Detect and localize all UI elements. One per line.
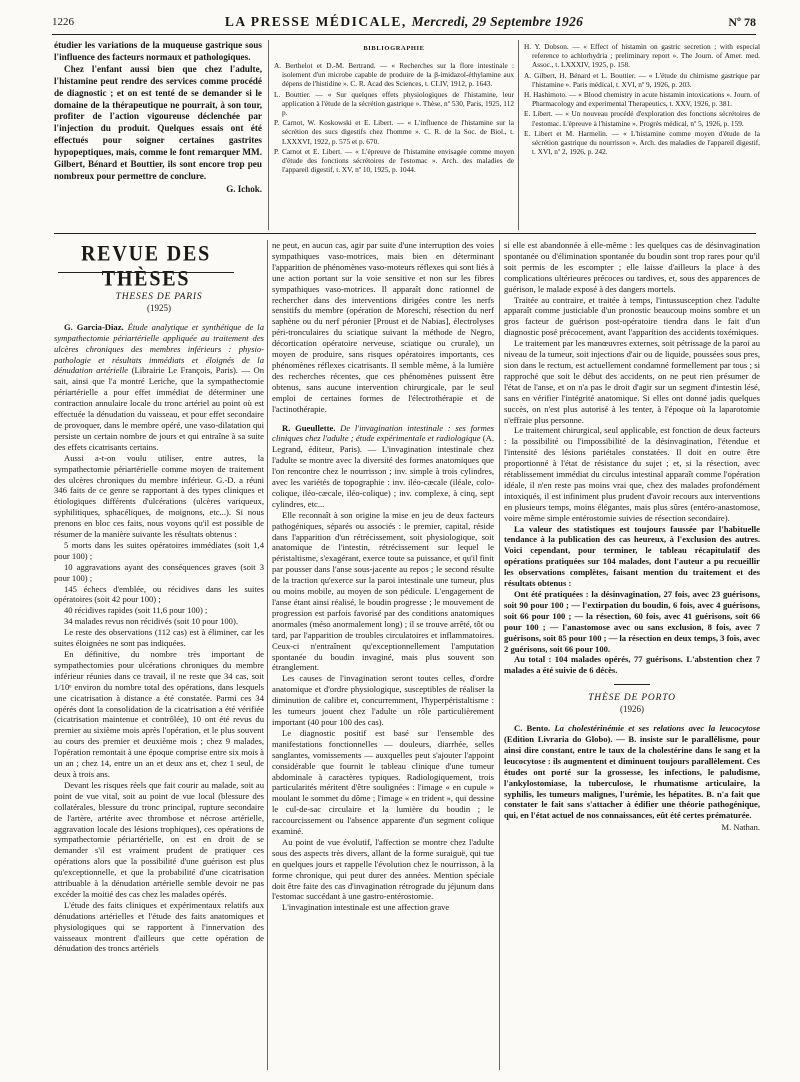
these-porto-year: (1926) <box>620 704 644 715</box>
bibliography-entry: E. Libert et M. Harmelin. — « L'histamine comme moyen d'étude de la sécrétion gastrique du nourrisson ». Arch. des maladies de l'appareil digestif, t. XVI, nº 2, 1926, p. 242. <box>524 128 760 157</box>
journal-name: LA PRESSE MÉDICALE, <box>224 14 407 29</box>
result-item: 5 morts dans les suites opératoires immédiates (soit 1,4 pour 100) ; <box>54 539 264 561</box>
column-divider <box>518 40 519 230</box>
review-text: — On sait, ainsi que l'a montré Leriche, que la sympathectomie périartérielle a pour effet immédiat de déterminer une contraction annulaire locale du tronc artériel au point où est effectuée la dénudation du vaisseau, et pour effet secondaire de provoquer, dans le membre opéré, une vaso-dilatation qui persiste un certain nombre de jours et qui entraîne à sa suite des effets cicatrisants certains. <box>54 365 264 452</box>
review-publisher: (Librairie Le François, Paris). <box>131 365 238 376</box>
text-column-3 <box>504 240 760 1070</box>
title-underline <box>58 272 234 273</box>
review-text: Traitée au contraire, et traitée à temps, l'intussusception chez l'adulte apparaît comme justiciable d'un pronostic beaucoup moins sombre et un gros facteur de guérison post-opératoire tiendra dans le fait d'un diagnostic posé précocement, avant l'apparition des accidents toxémiques. <box>504 294 760 338</box>
review-text: Au total : 104 malades opérés, 77 guérisons. L'abstention chez 7 malades a été suivie de 6 décès. <box>504 654 760 676</box>
separator-rule <box>614 684 650 685</box>
article-paragraph: étudier les variations de la muqueuse gastrique sous l'influence des facteurs normaux et pathologiques. <box>54 40 262 62</box>
review-text: En définitive, du nombre très important de sympathectomies pour ulcérations chroniques du membre inférieur réunies dans ce travail, il ne reste que 34 cas, soit 1/10ᵉ environ du nombre total des opérations, dans lesquels une cicatrisation à distance a été constatée. Parmi ces 34 opérés dont la consolidation de la cicatrisation a été vérifiée (cicatrisation maintenue et contrôlée), 10 ont été revus du premier au sixième mois après l'opération, et le plus souvent au cours des premier et deuxième mois ; chez 9 malades, l'opération remontait à une époque comprise entre six mois à un an ; chez 14, entre un an et deux ans et, chez 1 seul, de deux à trois ans. <box>54 649 264 779</box>
journal-title <box>52 14 756 30</box>
review-title: La cholestérinémie et ses relations avec la leucocytose <box>554 723 760 734</box>
theses-paris-heading: THÈSES DE PARIS <box>115 292 203 302</box>
review-publisher: (A. Legrand, éditeur, Paris). <box>272 433 494 455</box>
section-title: REVUE DES THÈSES <box>80 241 212 292</box>
review-text: La valeur des statistiques est toujours faussée par l'habituelle tendance à la publication des cas heureux, à l'exclusion des autres. Voici cependant, pour terminer, le tableau récapitulatif des opérations pratiquées sur 104 malades, dont l'auteur a pu recueillir les observations complètes, faisant mention du traitement et des résultats obtenus : <box>504 523 760 589</box>
bibliography-entry: A. Berthelot et D.-M. Bertrand. — « Recherches sur la flore intestinale : isolement d'un microbe capable de produire de la β-imidazol-éthylamine aux dépens de l'histidine ». C. R. Acad des Sciences, t. CLIV, 1912, p. 1643. <box>274 60 514 89</box>
review-text: L'étude des faits cliniques et expérimentaux relatifs aux dénudations artérielles et l'étude des faits anatomiques et physiologiques qui se rapportent à l'innervation des vaisseaux montrent d'ailleurs que cette opération de dénudation des troncs artériels <box>54 899 264 954</box>
column-divider <box>267 240 268 1070</box>
page-number: 1226 <box>52 16 74 28</box>
bibliography-column-1 <box>274 44 514 230</box>
review-text: Aussi a-t-on voulu utiliser, entre autres, la sympathectomie périartérielle comme moyen de traitement des ulcères chroniques du membre inférieur. G.-D. a réuni 346 faits de ce genre se rapportant à des types cliniques et étiologiques différents d'ulcérations (ulcères variqueux, syphilitiques, sphacéliques, de moignons, etc...). Si nous prenons en bloc ces faits, nous voyons qu'il est possible de résumer de la manière suivante les résultats obtenus : <box>54 452 264 540</box>
column-divider <box>499 240 500 1070</box>
page-header <box>52 14 756 35</box>
article-paragraph: Chez l'enfant aussi bien que chez l'adulte, l'histamine peut rendre des services comme procédé de diagnostic ; et on est tenté de se demander si le domaine de la thérapeutique ne pourrait, à son tour, profiter de l'action vigoureuse déclenchée par l'injection du produit. Quelques essais ont été effectués pour soigner certaines gastrites hypopeptiques, mais, comme le font remarquer MM. Gilbert, Bénard et Bouttier, ils sont encore trop peu nombreux pour permettre de conclure. <box>54 63 262 181</box>
issue-number: Nº 78 <box>728 15 756 29</box>
review-author: C. Bento. <box>514 723 551 734</box>
text-column-1 <box>54 292 264 1068</box>
review-entry-gueullette <box>272 423 494 510</box>
section-rule <box>54 233 756 234</box>
review-text: Le traitement chirurgical, seul applicable, est fonction de deux facteurs : la possibilité ou l'impossibilité de la désinvagination, l'étendue et l'intensité des lésions pariétales constatées. Il doit en outre être proportionné à l'état de résistance du sujet ; et, si la résection, avec rétablissement immédiat du circulus intestinal apparaît comme l'opération idéale, il n'en reste pas moins vrai que, chez des malades profondément intoxiqués, il est infiniment plus prudent d'avoir recours aux interventions en plusieurs temps, moins élégantes, mais plus sûres (entéro-anastomose, voire même simple entérostomie suivies de résection secondaire). <box>504 425 760 523</box>
review-text: — L'invagination intestinale chez l'adulte se montre avec la diversité des formes anatomiques que l'on rencontre chez le nourrisson ; inv. simple à trois cylindres, avec les variétés de topographie : inv. iléo-cæcale (iléale, colo-colique, iléo-cæcale, iléo-colique) ; inv. complexe, à cinq, sept cylindres, etc... <box>272 444 494 509</box>
review-title: De l'invagination intestinale : ses formes cliniques chez l'adulte ; étude expérimentale et radiologique <box>272 422 494 444</box>
bibliography-entry: H. Y. Dobson. — « Effect of histamin on gastric secretion ; with especial reference to achlorhydria ; preliminary report ». The Journ. of Amer. med. Assoc., t. LXXXIV, 1925, p. 158. <box>524 42 760 70</box>
bibliography-entry: P. Carnot et E. Libert. — « L'épreuve de l'histamine envisagée comme moyen d'étude des fonctions sécrétoires de l'estomac ». Arch. des maladies de l'appareil digestif, t. XV, nº 10, 1925, p. 1044. <box>274 146 514 175</box>
author-signature: G. Ichok. <box>226 183 262 194</box>
result-item: 40 récidives rapides (soit 11,6 pour 100) ; <box>64 605 208 616</box>
review-entry-bento <box>504 723 760 821</box>
bibliography-heading: BIBLIOGRAPHIE <box>363 45 425 52</box>
review-text: Les causes de l'invagination seront toutes celles, d'ordre anatomique et d'ordre physiologique, susceptibles de réaliser la diminution de calibre et, concurremment, l'hyperpéristaltisme : les tumeurs jouent chez l'adulte un rôle particulièrement important (40 pour 100 des cas). <box>272 673 494 727</box>
bibliography-entry: E. Libert. — « Un nouveau procédé d'exploration des fonctions sécrétoires de l'estomac. L'épreuve à l'histamine ». Progrès médical, nº 5, 1926, p. 159. <box>524 109 760 128</box>
review-title: Étude analytique et synthétique de la sympathectomie périartérielle appliquée au traitement des ulcères chroniques des membres inférieurs : physio-pathologie et résultats immédiats et éloignés de la dénudation artérielle <box>54 321 264 376</box>
result-item: 34 malades revus non récidivés (soit 10 pour 100). <box>64 616 238 627</box>
bibliography-entry: P. Carnot, W. Koskowski et E. Libert. — « L'influence de l'histamine sur la sécrétion des sucs digestifs chez l'homme ». C. R. de la Soc. de Biol., t. LXXXVI, 1922, p. 575 et p. 670. <box>274 118 514 146</box>
review-author: R. Gueullette. <box>282 422 336 433</box>
bibliography-column-2 <box>524 42 760 230</box>
review-text: L'invagination intestinale est une affection grave <box>282 902 450 913</box>
issue-date: Mercredi, 29 Septembre 1926 <box>411 14 584 29</box>
text-column-2 <box>272 240 494 1068</box>
review-text: Au point de vue évolutif, l'affection se montre chez l'adulte sous des aspects très divers, allant de la forme suraiguë, qui tue en quelques jours et rappelle l'évolution chez le nourrisson, à la forme chronique, qui peut durer des années. Mention spéciale doit être faite des cas d'invagination rétrograde du jéjunum dans l'estomac succédant à une gastro-entérostomie. <box>272 836 494 902</box>
review-text: Ont été pratiquées : la désinvagination, 27 fois, avec 23 guérisons, soit 90 pour 100 ; — l'extirpation du boudin, 6 fois, avec 4 guérisons, soit 66 pour 100 ; — la résection, 60 fois, avec 41 guérisons, soit 66 pour 100 ; — l'anastomose avec ou sans exclusion, 8 fois, avec 7 guérisons, soit 85 pour 100 ; — la résection en deux temps, 3 fois, avec 2 guérisons, soit 66 pour 100. <box>504 589 760 654</box>
review-text: — B. insiste sur le parallélisme, pour ainsi dire constant, entre le taux de la cholestérine dans le sang et la leucocytose : ils augmentent et diminuent toujours parallèlement. Ces études ont porté sur la grossesse, les infections, le paludisme, l'ankylostomiase, la tuberculose, le rhumatisme articulaire, la syphilis, les tumeurs malignes, l'urémie, les hépatites. B. n'a fait que constater le fait sans s'attacher à édifier une théorie pathogénique, qui, en l'état actuel de nos connaissances, eût été certes prématurée. <box>504 733 760 821</box>
review-author: G. Garcia-Diaz. <box>64 321 124 332</box>
author-signature: M. Nathan. <box>721 822 760 833</box>
review-entry-garcia <box>54 322 264 453</box>
review-text: Elle reconnaît à son origine la mise en jeu de deux facteurs pathogéniques, séparés ou associés : le premier, capital, réside dans l'apparition d'un rétrécissement, soit physiologique, soit anatomique de l'intestin, rétrécissement sur lequel le péristaltisme, s'exagérant, exerce toute sa puissance, et qu'il finit par pousser dans l'anse sous-jacente au repos ; le second résulte de la traction qu'exerce sur la paroi intestinale une tumeur, plus ou moins mobile, au moyen de son pédicule. L'engagement de l'anse étant ainsi réalisé, le boudin progresse ; le mouvement de progression est parfois favorisé par des conditions anatomiques anormales (méso anormalement long) ; il se trouve arrêté, tôt ou tard, par l'apparition de troubles circulatoires et inflammatoires. Ceux-ci n'entraînent qu'exceptionnellement l'amputation spontanée du boudin invaginé, mais plus souvent son étranglement. <box>272 509 494 673</box>
column-divider <box>268 40 269 230</box>
bibliography-entry: A. Gilbert, H. Bénard et L. Bouttier. — « L'étude du chimisme gastrique par l'histamine ». Paris médical, t. XVI, nº 9, 1926, p. 203. <box>524 70 760 89</box>
review-text: si elle est abandonnée à elle-même : les quelques cas de désinvagination spontanée ou d'élimination spontanée du boudin sont trop rares pour qu'il soit permis de les escompter ; elle laisse d'ailleurs la place à des complications ultérieures précoces ou tardives, et, sous des apparences de guérison, le malade exposé à des dangers mortels. <box>504 240 760 294</box>
review-text: Devant les risques réels que fait courir au malade, soit au point de vue vital, soit au point de vue local (blessure des collatérales, blessure du tronc principal, rupture secondaire de l'artère, artérite avec thrombose et nécrose artérielle, aggravation locale des lésions trophiques), ces opérations de sympathectomie périartérielle, on est en droit de se demander s'il est vraiment prudent de pratiquer ces opérations alors que la possibilité d'une guérison est plus qu'exceptionnelle, et que la probabilité d'une cicatrisation attribuable à la dénudation artérielle semble devoir ne pas excéder la moitié des cas chez les malades opérés. <box>54 779 264 899</box>
bibliography-entry: L. Bouttier. — « Sur quelques effets physiologiques de l'histamine, leur application à l'étude de la sécrétion gastrique ». Thèse, nº 530, Paris, 1925, 112 p. <box>274 89 514 117</box>
theses-paris-year: (1925) <box>147 302 171 313</box>
review-publisher: (Edition Livraria do Globo). <box>504 733 613 744</box>
these-porto-heading: THÈSE DE PORTO <box>588 693 676 704</box>
review-text: Le traitement par les manœuvres externes, soit pétrissage de la paroi au niveau de la tumeur, soit injections d'air ou de liquide, poussées sous pres, sion dans le rectum, est actuellement condamné formellement par tous ; si rapproché que soit le début des accidents, on ne peut rien présumer de l'état de l'anse, et on n'a pas le droit d'agir sur un segment d'intestin lésé, sans en vérifier l'intégrité anatomique. Si elles ont donné jadis quelques succès, on n'est plus autorisé à les tenter, à l'époque où la laparotomie n'effraie plus personne. <box>504 338 760 425</box>
article-conclusion <box>54 40 262 230</box>
review-text: Le diagnostic positif est basé sur l'ensemble des manifestations fonctionnelles — douleurs, diarrhée, selles sanglantes, vomissements — auxquelles peut s'ajouter l'appoint considérable que fournit le tableau clinique d'une tumeur abdominale à caractères typiques. Radiologiquement, trois particularités méritent d'être soulignées : l'image « en cupule » moulant le sommet du dôme ; l'image « en trident », qui dessine le cul-de-sac circulaire et la lumière du boudin ; le raccourcissement ou l'absence apparente d'un segment colique examiné. <box>272 727 494 837</box>
review-text: Le reste des observations (112 cas) est à éliminer, car les suites éloignées ne sont pas indiquées. <box>54 627 264 649</box>
result-item: 145 échecs d'emblée, ou récidives dans les suites opératoires (soit 42 pour 100) ; <box>54 583 264 605</box>
bibliography-entry: H. Hashimoto. — « Blood chemistry in acute histamin intoxications ». Journ. of Pharmacology and experimental Therapeutics, t. XXV, 1926, p. 381. <box>524 90 760 109</box>
review-text: ne peut, en aucun cas, agir par suite d'une interruption des voies sympathiques vaso-motrices, mais bien en déterminant l'apparition de phénomènes vaso-moteurs réflexes qui sont liés à une action portant sur la voie sensitive et non sur les fibres sympathiques vaso-motrices. Il apparaît donc rationnel de rechercher dans des interventions dirigées contre les nerfs sensitifs du membre (opération de Moreschi, résection du nerf saphène ou du nerf péronier [Proust et de Nabias], électrolyses péri-tronculaires du sciatique suivant la méthode de Negro, décortication opératoire nerveuse, sciatique ou crurale), un moyen de produire, sans risques opératoires importants, ces phénomènes réflexes cicatrisants. Il semble même, à la lumière des recherches récentes, que ces phénomènes puissent être obtenus, sans aucune intervention chirurgicale, par le seul emploi de certaines formes de l'électrothérapie et de l'actinothérapie. <box>272 240 494 414</box>
result-item: 10 aggravations ayant des conséquences graves (soit 3 pour 100) ; <box>54 561 264 583</box>
